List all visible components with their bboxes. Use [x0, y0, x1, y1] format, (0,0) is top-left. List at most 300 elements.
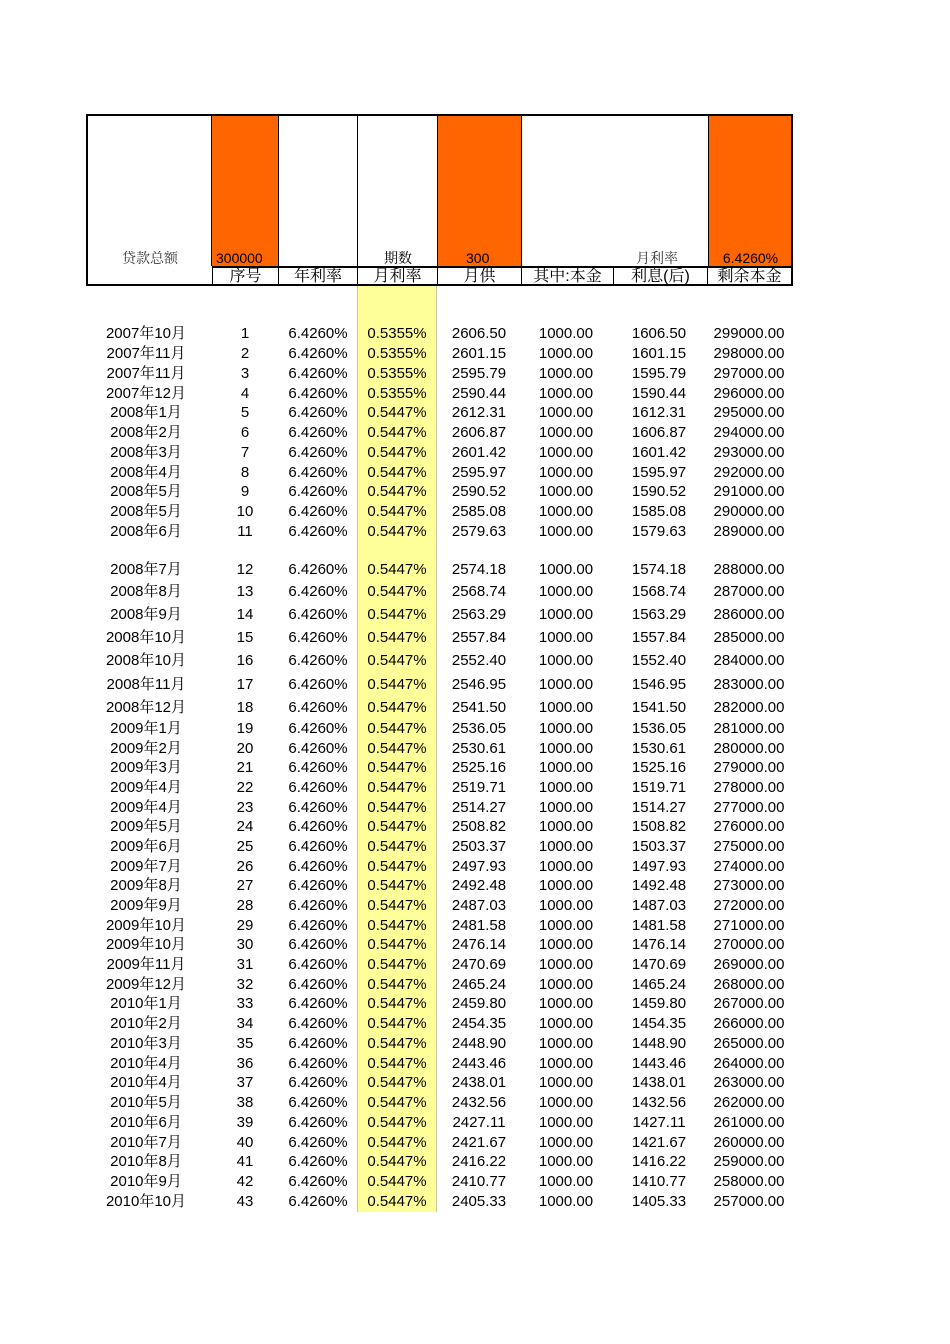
seq-cell[interactable]: 37: [236, 1074, 254, 1091]
remaining-cell[interactable]: 285000.00: [713, 629, 785, 646]
date-cell[interactable]: 2009年10月: [105, 936, 187, 953]
principal-cell[interactable]: 1000.00: [538, 583, 594, 600]
date-cell[interactable]: 2007年10月: [105, 325, 187, 342]
remaining-cell[interactable]: 272000.00: [713, 897, 785, 914]
monthly-rate-cell[interactable]: 0.5447%: [367, 404, 427, 421]
monthly-rate-cell[interactable]: 0.5447%: [367, 1074, 427, 1091]
seq-cell[interactable]: 36: [236, 1055, 254, 1072]
remaining-cell[interactable]: 273000.00: [713, 877, 785, 894]
monthly-rate-cell[interactable]: 0.5447%: [367, 699, 427, 716]
interest-cell[interactable]: 1476.14: [631, 936, 687, 953]
remaining-cell[interactable]: 260000.00: [713, 1134, 785, 1151]
remaining-cell[interactable]: 270000.00: [713, 936, 785, 953]
principal-cell[interactable]: 1000.00: [538, 606, 594, 623]
monthly-rate-cell[interactable]: 0.5355%: [367, 365, 427, 382]
annual-rate-cell[interactable]: 6.4260%: [288, 1114, 348, 1131]
annual-rate-cell[interactable]: 6.4260%: [288, 365, 348, 382]
monthly-rate-cell[interactable]: 0.5447%: [367, 877, 427, 894]
seq-cell[interactable]: 1: [240, 325, 250, 342]
principal-cell[interactable]: 1000.00: [538, 818, 594, 835]
payment-cell[interactable]: 2606.87: [451, 424, 507, 441]
interest-cell[interactable]: 1405.33: [631, 1193, 687, 1210]
payment-cell[interactable]: 2530.61: [451, 740, 507, 757]
remaining-cell[interactable]: 298000.00: [713, 345, 785, 362]
seq-cell[interactable]: 29: [236, 917, 254, 934]
principal-cell[interactable]: 1000.00: [538, 1114, 594, 1131]
monthly-rate-cell[interactable]: 0.5447%: [367, 956, 427, 973]
interest-cell[interactable]: 1552.40: [631, 652, 687, 669]
payment-cell[interactable]: 2438.01: [451, 1074, 507, 1091]
interest-cell[interactable]: 1574.18: [631, 561, 687, 578]
payment-cell[interactable]: 2454.35: [451, 1015, 507, 1032]
loan-total-label-cell[interactable]: [88, 116, 212, 266]
seq-cell[interactable]: 6: [240, 424, 250, 441]
interest-cell[interactable]: 1432.56: [631, 1094, 687, 1111]
annual-rate-cell[interactable]: 6.4260%: [288, 1193, 348, 1210]
seq-cell[interactable]: 34: [236, 1015, 254, 1032]
annual-rate-cell[interactable]: 6.4260%: [288, 523, 348, 540]
payment-cell[interactable]: 2595.97: [451, 464, 507, 481]
monthly-rate-cell[interactable]: 0.5447%: [367, 917, 427, 934]
monthly-rate-label-cell[interactable]: [522, 116, 708, 266]
principal-cell[interactable]: 1000.00: [538, 365, 594, 382]
interest-cell[interactable]: 1503.37: [631, 838, 687, 855]
seq-cell[interactable]: 8: [240, 464, 250, 481]
blank-header-cell-1[interactable]: [279, 116, 358, 266]
remaining-cell[interactable]: 277000.00: [713, 799, 785, 816]
interest-cell[interactable]: 1546.95: [631, 676, 687, 693]
interest-cell[interactable]: 1536.05: [631, 720, 687, 737]
annual-rate-cell[interactable]: 6.4260%: [288, 1015, 348, 1032]
interest-cell[interactable]: 1579.63: [631, 523, 687, 540]
remaining-cell[interactable]: 297000.00: [713, 365, 785, 382]
annual-rate-cell[interactable]: 6.4260%: [288, 818, 348, 835]
payment-cell[interactable]: 2541.50: [451, 699, 507, 716]
principal-cell[interactable]: 1000.00: [538, 325, 594, 342]
date-cell[interactable]: 2009年12月: [105, 976, 187, 993]
principal-cell[interactable]: 1000.00: [538, 838, 594, 855]
monthly-rate-cell[interactable]: 0.5447%: [367, 1153, 427, 1170]
monthly-rate-cell[interactable]: 0.5355%: [367, 385, 427, 402]
seq-cell[interactable]: 23: [236, 799, 254, 816]
interest-cell[interactable]: 1563.29: [631, 606, 687, 623]
annual-rate-cell[interactable]: 6.4260%: [288, 385, 348, 402]
remaining-cell[interactable]: 280000.00: [713, 740, 785, 757]
payment-cell[interactable]: 2546.95: [451, 676, 507, 693]
principal-cell[interactable]: 1000.00: [538, 444, 594, 461]
seq-cell[interactable]: 4: [240, 385, 250, 402]
remaining-cell[interactable]: 295000.00: [713, 404, 785, 421]
remaining-cell[interactable]: 263000.00: [713, 1074, 785, 1091]
date-cell[interactable]: 2008年7月: [110, 561, 182, 578]
principal-cell[interactable]: 1000.00: [538, 404, 594, 421]
interest-cell[interactable]: 1443.46: [631, 1055, 687, 1072]
monthly-rate-cell[interactable]: 0.5447%: [367, 1173, 427, 1190]
annual-rate-cell[interactable]: 6.4260%: [288, 838, 348, 855]
remaining-cell[interactable]: 299000.00: [713, 325, 785, 342]
seq-cell[interactable]: 15: [236, 629, 254, 646]
monthly-rate-cell[interactable]: 0.5447%: [367, 583, 427, 600]
interest-cell[interactable]: 1595.97: [631, 464, 687, 481]
principal-cell[interactable]: 1000.00: [538, 877, 594, 894]
seq-cell[interactable]: 12: [236, 561, 254, 578]
seq-cell[interactable]: 22: [236, 779, 254, 796]
seq-cell[interactable]: 16: [236, 652, 254, 669]
annual-rate-cell[interactable]: 6.4260%: [288, 629, 348, 646]
date-cell[interactable]: 2008年5月: [110, 483, 182, 500]
payment-cell[interactable]: 2459.80: [451, 995, 507, 1012]
monthly-rate-cell[interactable]: 0.5355%: [367, 345, 427, 362]
payment-cell[interactable]: 2481.58: [451, 917, 507, 934]
interest-cell[interactable]: 1454.35: [631, 1015, 687, 1032]
payment-cell[interactable]: 2590.44: [451, 385, 507, 402]
monthly-rate-cell[interactable]: 0.5447%: [367, 676, 427, 693]
date-cell[interactable]: 2009年7月: [110, 858, 182, 875]
remaining-cell[interactable]: 269000.00: [713, 956, 785, 973]
seq-cell[interactable]: 21: [236, 759, 254, 776]
principal-cell[interactable]: 1000.00: [538, 1134, 594, 1151]
seq-cell[interactable]: 42: [236, 1173, 254, 1190]
annual-rate-cell[interactable]: 6.4260%: [288, 759, 348, 776]
remaining-cell[interactable]: 266000.00: [713, 1015, 785, 1032]
monthly-rate-cell[interactable]: 0.5447%: [367, 464, 427, 481]
annual-rate-cell[interactable]: 6.4260%: [288, 1094, 348, 1111]
loan-total-value-cell[interactable]: [212, 116, 279, 266]
principal-cell[interactable]: 1000.00: [538, 779, 594, 796]
payment-cell[interactable]: 2427.11: [452, 1114, 506, 1131]
monthly-rate-value-cell[interactable]: [708, 116, 791, 266]
date-cell[interactable]: 2010年5月: [110, 1094, 182, 1111]
principal-cell[interactable]: 1000.00: [538, 652, 594, 669]
payment-cell[interactable]: 2606.50: [451, 325, 507, 342]
remaining-cell[interactable]: 296000.00: [713, 385, 785, 402]
seq-cell[interactable]: 7: [240, 444, 250, 461]
annual-rate-cell[interactable]: 6.4260%: [288, 1134, 348, 1151]
monthly-rate-cell[interactable]: 0.5447%: [367, 483, 427, 500]
interest-cell[interactable]: 1585.08: [631, 503, 687, 520]
annual-rate-cell[interactable]: 6.4260%: [288, 1153, 348, 1170]
remaining-cell[interactable]: 294000.00: [713, 424, 785, 441]
date-cell[interactable]: 2008年6月: [110, 523, 182, 540]
monthly-rate-cell[interactable]: 0.5447%: [367, 799, 427, 816]
seq-cell[interactable]: 26: [236, 858, 254, 875]
monthly-rate-cell[interactable]: 0.5447%: [367, 897, 427, 914]
interest-cell[interactable]: 1568.74: [631, 583, 687, 600]
seq-cell[interactable]: 39: [236, 1114, 254, 1131]
payment-cell[interactable]: 2585.08: [451, 503, 507, 520]
annual-rate-cell[interactable]: 6.4260%: [288, 676, 348, 693]
annual-rate-cell[interactable]: 6.4260%: [288, 740, 348, 757]
principal-cell[interactable]: 1000.00: [538, 1094, 594, 1111]
principal-cell[interactable]: 1000.00: [538, 720, 594, 737]
principal-cell[interactable]: 1000.00: [538, 561, 594, 578]
date-cell[interactable]: 2008年10月: [105, 629, 187, 646]
seq-cell[interactable]: 27: [236, 877, 254, 894]
date-cell[interactable]: 2009年9月: [110, 897, 182, 914]
monthly-rate-cell[interactable]: 0.5447%: [367, 1094, 427, 1111]
remaining-cell[interactable]: 289000.00: [713, 523, 785, 540]
seq-cell[interactable]: 5: [240, 404, 250, 421]
payment-cell[interactable]: 2612.31: [451, 404, 507, 421]
principal-cell[interactable]: 1000.00: [538, 897, 594, 914]
seq-cell[interactable]: 24: [236, 818, 254, 835]
annual-rate-cell[interactable]: 6.4260%: [288, 699, 348, 716]
interest-cell[interactable]: 1421.67: [631, 1134, 687, 1151]
remaining-cell[interactable]: 261000.00: [713, 1114, 785, 1131]
principal-cell[interactable]: 1000.00: [538, 523, 594, 540]
seq-cell[interactable]: 32: [236, 976, 254, 993]
payment-cell[interactable]: 2519.71: [451, 779, 507, 796]
date-cell[interactable]: 2010年8月: [110, 1153, 182, 1170]
monthly-rate-cell[interactable]: 0.5447%: [367, 720, 427, 737]
annual-rate-cell[interactable]: 6.4260%: [288, 424, 348, 441]
payment-cell[interactable]: 2432.56: [451, 1094, 507, 1111]
principal-cell[interactable]: 1000.00: [538, 1173, 594, 1190]
interest-cell[interactable]: 1541.50: [631, 699, 687, 716]
date-cell[interactable]: 2010年2月: [110, 1015, 182, 1032]
seq-cell[interactable]: 13: [236, 583, 254, 600]
principal-cell[interactable]: 1000.00: [538, 345, 594, 362]
date-cell[interactable]: 2010年4月: [110, 1055, 182, 1072]
monthly-rate-cell[interactable]: 0.5447%: [367, 1055, 427, 1072]
payment-cell[interactable]: 2514.27: [451, 799, 507, 816]
payment-cell[interactable]: 2563.29: [451, 606, 507, 623]
interest-cell[interactable]: 1410.77: [631, 1173, 687, 1190]
annual-rate-cell[interactable]: 6.4260%: [288, 976, 348, 993]
date-cell[interactable]: 2007年11月: [106, 365, 186, 382]
date-cell[interactable]: 2008年11月: [106, 676, 186, 693]
seq-cell[interactable]: 38: [236, 1094, 254, 1111]
annual-rate-cell[interactable]: 6.4260%: [288, 1035, 348, 1052]
monthly-rate-cell[interactable]: 0.5447%: [367, 759, 427, 776]
date-cell[interactable]: 2008年10月: [105, 652, 187, 669]
monthly-rate-cell[interactable]: 0.5447%: [367, 1193, 427, 1210]
principal-cell[interactable]: 1000.00: [538, 699, 594, 716]
remaining-cell[interactable]: 276000.00: [713, 818, 785, 835]
date-cell[interactable]: 2009年8月: [110, 877, 182, 894]
date-cell[interactable]: 2009年2月: [110, 740, 182, 757]
seq-cell[interactable]: 18: [236, 699, 254, 716]
principal-cell[interactable]: 1000.00: [538, 995, 594, 1012]
payment-cell[interactable]: 2476.14: [451, 936, 507, 953]
remaining-cell[interactable]: 279000.00: [713, 759, 785, 776]
annual-rate-cell[interactable]: 6.4260%: [288, 936, 348, 953]
annual-rate-cell[interactable]: 6.4260%: [288, 779, 348, 796]
payment-cell[interactable]: 2557.84: [451, 629, 507, 646]
principal-cell[interactable]: 1000.00: [538, 385, 594, 402]
monthly-rate-cell[interactable]: 0.5447%: [367, 838, 427, 855]
date-cell[interactable]: 2009年6月: [110, 838, 182, 855]
principal-cell[interactable]: 1000.00: [538, 483, 594, 500]
seq-cell[interactable]: 2: [240, 345, 250, 362]
monthly-rate-cell[interactable]: 0.5447%: [367, 1114, 427, 1131]
seq-cell[interactable]: 9: [240, 483, 250, 500]
seq-cell[interactable]: 19: [236, 720, 254, 737]
principal-cell[interactable]: 1000.00: [538, 936, 594, 953]
principal-cell[interactable]: 1000.00: [538, 799, 594, 816]
interest-cell[interactable]: 1481.58: [631, 917, 687, 934]
remaining-cell[interactable]: 282000.00: [713, 699, 785, 716]
remaining-cell[interactable]: 287000.00: [713, 583, 785, 600]
monthly-rate-cell[interactable]: 0.5447%: [367, 523, 427, 540]
date-cell[interactable]: 2008年3月: [110, 444, 182, 461]
monthly-rate-cell[interactable]: 0.5355%: [367, 325, 427, 342]
seq-cell[interactable]: 33: [236, 995, 254, 1012]
monthly-rate-cell[interactable]: 0.5447%: [367, 503, 427, 520]
seq-cell[interactable]: 40: [236, 1134, 254, 1151]
principal-cell[interactable]: 1000.00: [538, 629, 594, 646]
annual-rate-cell[interactable]: 6.4260%: [288, 325, 348, 342]
principal-cell[interactable]: 1000.00: [538, 1055, 594, 1072]
monthly-rate-cell[interactable]: 0.5447%: [367, 444, 427, 461]
interest-cell[interactable]: 1514.27: [631, 799, 687, 816]
monthly-rate-cell[interactable]: 0.5447%: [367, 976, 427, 993]
remaining-cell[interactable]: 259000.00: [713, 1153, 785, 1170]
date-cell[interactable]: 2009年10月: [105, 917, 187, 934]
principal-cell[interactable]: 1000.00: [538, 676, 594, 693]
annual-rate-cell[interactable]: 6.4260%: [288, 995, 348, 1012]
annual-rate-cell[interactable]: 6.4260%: [288, 561, 348, 578]
payment-cell[interactable]: 2421.67: [451, 1134, 507, 1151]
date-cell[interactable]: 2009年4月: [110, 799, 182, 816]
interest-cell[interactable]: 1525.16: [631, 759, 687, 776]
interest-cell[interactable]: 1459.80: [631, 995, 687, 1012]
remaining-cell[interactable]: 283000.00: [713, 676, 785, 693]
monthly-rate-cell[interactable]: 0.5447%: [367, 1035, 427, 1052]
annual-rate-cell[interactable]: 6.4260%: [288, 1074, 348, 1091]
principal-cell[interactable]: 1000.00: [538, 740, 594, 757]
seq-cell[interactable]: 3: [240, 365, 250, 382]
seq-cell[interactable]: 43: [236, 1193, 254, 1210]
date-cell[interactable]: 2009年1月: [110, 720, 182, 737]
payment-cell[interactable]: 2508.82: [451, 818, 507, 835]
date-cell[interactable]: 2010年1月: [110, 995, 182, 1012]
interest-cell[interactable]: 1448.90: [631, 1035, 687, 1052]
remaining-cell[interactable]: 271000.00: [713, 917, 785, 934]
principal-cell[interactable]: 1000.00: [538, 424, 594, 441]
monthly-rate-cell[interactable]: 0.5447%: [367, 1015, 427, 1032]
payment-cell[interactable]: 2497.93: [451, 858, 507, 875]
remaining-cell[interactable]: 265000.00: [713, 1035, 785, 1052]
date-cell[interactable]: 2007年11月: [106, 345, 186, 362]
payment-cell[interactable]: 2590.52: [451, 483, 507, 500]
date-cell[interactable]: 2010年7月: [110, 1134, 182, 1151]
principal-cell[interactable]: 1000.00: [538, 976, 594, 993]
annual-rate-cell[interactable]: 6.4260%: [288, 799, 348, 816]
annual-rate-cell[interactable]: 6.4260%: [288, 956, 348, 973]
payment-cell[interactable]: 2574.18: [451, 561, 507, 578]
principal-cell[interactable]: 1000.00: [538, 1193, 594, 1210]
principal-cell[interactable]: 1000.00: [538, 503, 594, 520]
principal-cell[interactable]: 1000.00: [538, 858, 594, 875]
monthly-rate-cell[interactable]: 0.5447%: [367, 858, 427, 875]
monthly-rate-cell[interactable]: 0.5447%: [367, 652, 427, 669]
interest-cell[interactable]: 1601.15: [631, 345, 687, 362]
annual-rate-cell[interactable]: 6.4260%: [288, 652, 348, 669]
remaining-cell[interactable]: 281000.00: [713, 720, 785, 737]
annual-rate-cell[interactable]: 6.4260%: [288, 345, 348, 362]
remaining-cell[interactable]: 257000.00: [713, 1193, 785, 1210]
payment-cell[interactable]: 2568.74: [451, 583, 507, 600]
remaining-cell[interactable]: 284000.00: [713, 652, 785, 669]
interest-cell[interactable]: 1492.48: [631, 877, 687, 894]
annual-rate-cell[interactable]: 6.4260%: [288, 1173, 348, 1190]
principal-cell[interactable]: 1000.00: [538, 1153, 594, 1170]
monthly-rate-cell[interactable]: 0.5447%: [367, 995, 427, 1012]
payment-cell[interactable]: 2492.48: [451, 877, 507, 894]
interest-cell[interactable]: 1557.84: [631, 629, 687, 646]
date-cell[interactable]: 2007年12月: [105, 385, 187, 402]
payment-cell[interactable]: 2579.63: [451, 523, 507, 540]
interest-cell[interactable]: 1590.44: [631, 385, 687, 402]
interest-cell[interactable]: 1606.50: [631, 325, 687, 342]
interest-cell[interactable]: 1416.22: [631, 1153, 687, 1170]
date-cell[interactable]: 2008年9月: [110, 606, 182, 623]
payment-cell[interactable]: 2416.22: [451, 1153, 507, 1170]
principal-cell[interactable]: 1000.00: [538, 464, 594, 481]
interest-cell[interactable]: 1595.79: [631, 365, 687, 382]
annual-rate-cell[interactable]: 6.4260%: [288, 503, 348, 520]
remaining-cell[interactable]: 292000.00: [713, 464, 785, 481]
monthly-rate-cell[interactable]: 0.5447%: [367, 629, 427, 646]
monthly-rate-cell[interactable]: 0.5447%: [367, 606, 427, 623]
remaining-cell[interactable]: 293000.00: [713, 444, 785, 461]
payment-cell[interactable]: 2525.16: [451, 759, 507, 776]
seq-cell[interactable]: 35: [236, 1035, 254, 1052]
interest-cell[interactable]: 1612.31: [631, 404, 687, 421]
payment-cell[interactable]: 2601.15: [451, 345, 507, 362]
monthly-rate-cell[interactable]: 0.5447%: [367, 779, 427, 796]
seq-cell[interactable]: 31: [236, 956, 254, 973]
remaining-cell[interactable]: 275000.00: [713, 838, 785, 855]
principal-cell[interactable]: 1000.00: [538, 917, 594, 934]
remaining-cell[interactable]: 291000.00: [713, 483, 785, 500]
annual-rate-cell[interactable]: 6.4260%: [288, 444, 348, 461]
payment-cell[interactable]: 2487.03: [451, 897, 507, 914]
monthly-rate-cell[interactable]: 0.5447%: [367, 936, 427, 953]
interest-cell[interactable]: 1470.69: [631, 956, 687, 973]
date-cell[interactable]: 2009年3月: [110, 759, 182, 776]
seq-cell[interactable]: 30: [236, 936, 254, 953]
interest-cell[interactable]: 1519.71: [631, 779, 687, 796]
date-cell[interactable]: 2008年4月: [110, 464, 182, 481]
date-cell[interactable]: 2010年10月: [105, 1193, 187, 1210]
date-cell[interactable]: 2009年4月: [110, 779, 182, 796]
annual-rate-cell[interactable]: 6.4260%: [288, 464, 348, 481]
remaining-cell[interactable]: 258000.00: [713, 1173, 785, 1190]
principal-cell[interactable]: 1000.00: [538, 1074, 594, 1091]
payment-cell[interactable]: 2410.77: [451, 1173, 507, 1190]
annual-rate-cell[interactable]: 6.4260%: [288, 917, 348, 934]
date-cell[interactable]: 2008年2月: [110, 424, 182, 441]
monthly-rate-cell[interactable]: 0.5447%: [367, 424, 427, 441]
periods-label-cell[interactable]: [358, 116, 438, 266]
date-cell[interactable]: 2010年4月: [110, 1074, 182, 1091]
principal-cell[interactable]: 1000.00: [538, 1035, 594, 1052]
seq-cell[interactable]: 11: [237, 523, 253, 540]
interest-cell[interactable]: 1465.24: [631, 976, 687, 993]
annual-rate-cell[interactable]: 6.4260%: [288, 897, 348, 914]
annual-rate-cell[interactable]: 6.4260%: [288, 720, 348, 737]
payment-cell[interactable]: 2465.24: [451, 976, 507, 993]
payment-cell[interactable]: 2503.37: [451, 838, 507, 855]
annual-rate-cell[interactable]: 6.4260%: [288, 483, 348, 500]
interest-cell[interactable]: 1606.87: [631, 424, 687, 441]
remaining-cell[interactable]: 290000.00: [713, 503, 785, 520]
remaining-cell[interactable]: 268000.00: [713, 976, 785, 993]
payment-cell[interactable]: 2601.42: [451, 444, 507, 461]
payment-cell[interactable]: 2470.69: [451, 956, 507, 973]
